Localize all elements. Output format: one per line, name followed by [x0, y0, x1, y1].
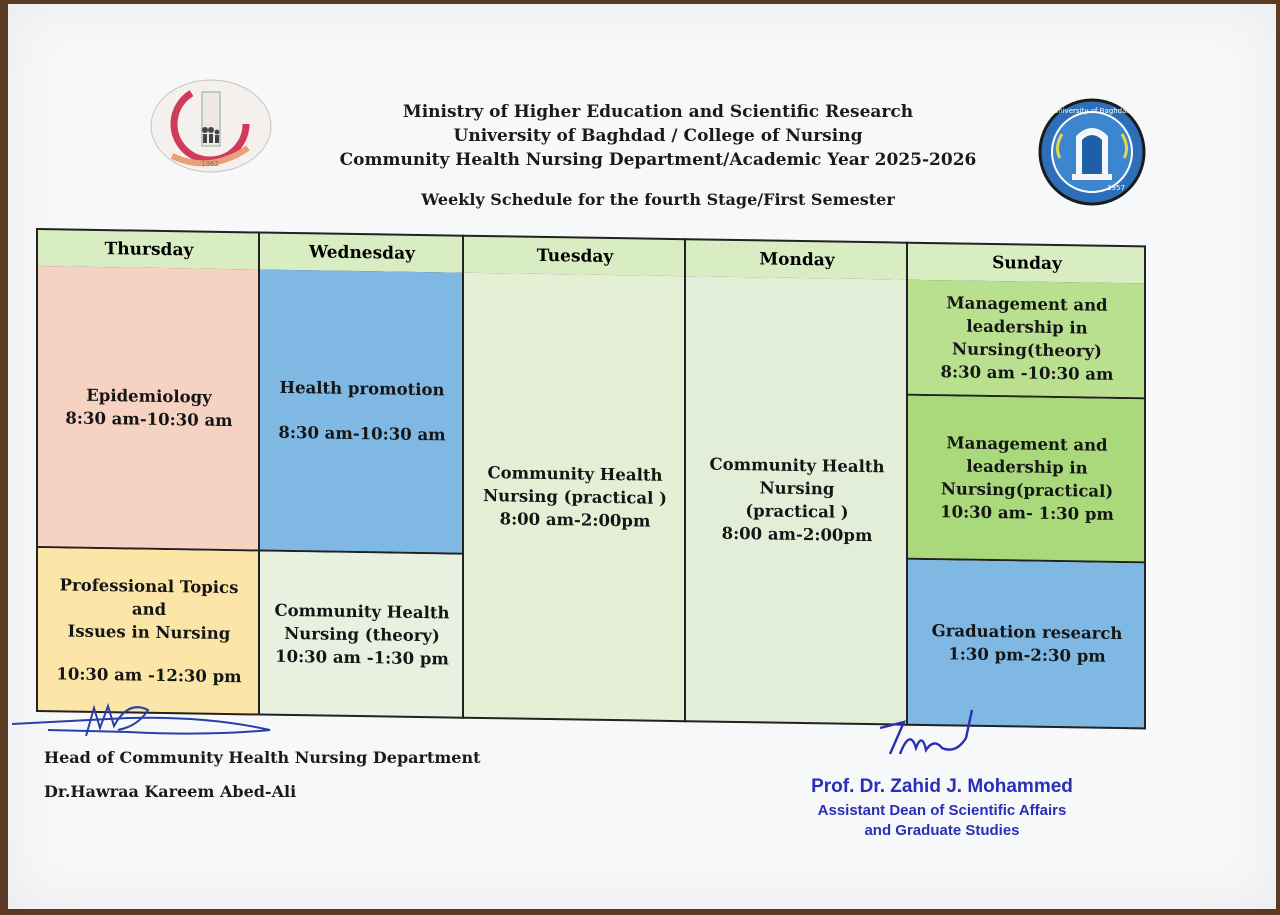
weekly-schedule-table: [36, 228, 1148, 741]
dean-title-2: and Graduate Studies: [864, 822, 1020, 839]
course-name: Nursing (practical ): [483, 485, 667, 508]
tuesday-column: [462, 235, 686, 723]
course-name: leadership in: [966, 456, 1088, 478]
course-time: 8:30 am-10:30 am: [278, 422, 446, 445]
course-name: Graduation research: [931, 621, 1123, 644]
college-nursing-logo: [150, 78, 272, 174]
day-header-sunday: Sunday: [908, 242, 1146, 286]
day-header-wednesday: Wednesday: [260, 232, 464, 275]
course-name: Community Health: [709, 454, 885, 477]
course-name: Professional Topics and: [59, 575, 239, 620]
dean-signature-scribble: [870, 708, 980, 764]
course-time: 8:30 am-10:30 am: [65, 408, 233, 431]
ministry-title: Ministry of Higher Education and Scientific Research: [402, 102, 914, 122]
course-name: Management and: [946, 433, 1108, 455]
class-professional-topics: [38, 548, 260, 715]
thursday-column: [36, 228, 260, 716]
monday-column: [684, 238, 908, 726]
course-name: Epidemiology: [86, 385, 212, 407]
course-time: 10:30 am -1:30 pm: [275, 646, 449, 668]
course-name: Nursing (theory): [284, 623, 440, 645]
day-header-monday: Monday: [686, 238, 908, 281]
course-name: Nursing(practical): [940, 479, 1114, 501]
department-title: Community Health Nursing Department/Academic Year 2025-2026: [339, 150, 977, 170]
course-name: Community Health: [274, 600, 450, 622]
course-time: 1:30 pm-2:30 pm: [948, 644, 1106, 666]
class-chn-theory: [260, 552, 464, 719]
course-name: Management and: [946, 293, 1108, 315]
course-time: 10:30 am- 1:30 pm: [940, 502, 1114, 524]
head-title: Head of Community Health Nursing Department: [44, 748, 481, 767]
right-logo-year: 1957: [1107, 184, 1125, 192]
sunday-column: [906, 242, 1146, 730]
left-logo-year: 1962: [201, 160, 219, 168]
course-name: Community Health: [487, 462, 663, 485]
university-baghdad-logo: [1032, 98, 1152, 206]
course-name: leadership in: [966, 316, 1088, 338]
course-name: Health promotion: [279, 377, 445, 400]
table-right-border: [1144, 245, 1148, 729]
course-time: 8:00 am-2:00pm: [721, 523, 873, 546]
class-health-promotion: [260, 270, 464, 555]
class-graduation-research: [908, 560, 1146, 730]
class-chn-practical-monday: [686, 276, 908, 725]
course-time: 10:30 am -12:30 pm: [56, 664, 242, 687]
day-header-thursday: Thursday: [38, 228, 260, 271]
dean-name: Prof. Dr. Zahid J. Mohammed: [811, 776, 1073, 797]
course-name: Nursing(theory): [952, 339, 1102, 361]
day-header-tuesday: Tuesday: [464, 235, 686, 278]
head-signature-scribble: [8, 696, 278, 742]
schedule-subtitle: Weekly Schedule for the fourth Stage/First Semester: [421, 190, 895, 209]
dean-title-1: Assistant Dean of Scientific Affairs: [817, 802, 1067, 819]
class-management-practical: [908, 396, 1146, 564]
course-time: 8:30 am -10:30 am: [940, 362, 1114, 384]
university-title: University of Baghdad / College of Nursing: [453, 126, 863, 146]
course-name: (practical ): [745, 501, 849, 522]
course-time: 8:00 am-2:00pm: [499, 508, 651, 531]
class-epidemiology: [38, 266, 260, 551]
wednesday-column: [258, 231, 464, 718]
right-logo-text: University of Baghdad: [1053, 107, 1131, 115]
head-name: Dr.Hawraa Kareem Abed-Ali: [44, 782, 297, 801]
course-name: Nursing: [759, 478, 835, 499]
class-management-theory: [908, 280, 1146, 400]
course-name: Issues in Nursing: [67, 621, 231, 644]
class-chn-practical-tuesday: [464, 273, 686, 722]
